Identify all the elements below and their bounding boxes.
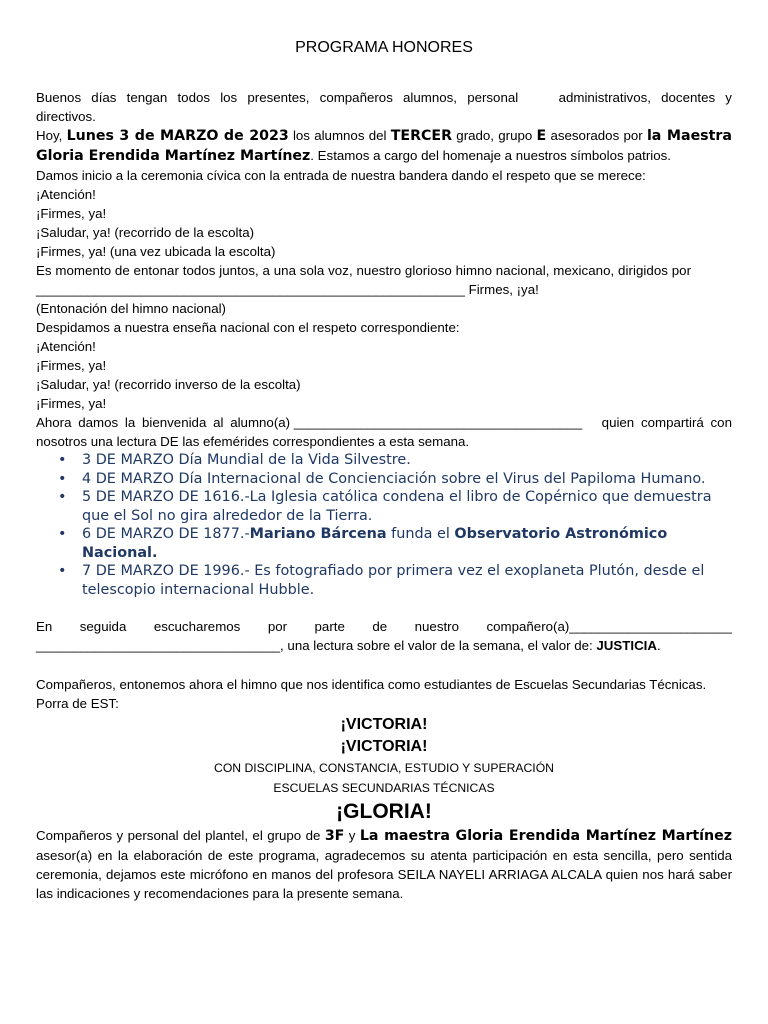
document-body [36, 88, 732, 903]
word: con [710, 415, 732, 430]
group-text: 3F [324, 828, 345, 844]
bullet: • [58, 489, 67, 505]
porra-line-4: ESCUELAS SECUNDARIAS TÉCNICAS [273, 781, 495, 795]
text: grado, grupo [452, 128, 537, 143]
farewell-line: Despidamos a nuestra enseña nacional con el respeto correspondiente: [36, 320, 460, 335]
porra-label: Porra de EST: [36, 696, 119, 711]
teacher-name: La maestra Gloria Erendida Martínez Martínez [359, 828, 732, 844]
word: alumnos, [403, 90, 457, 105]
bullet: • [58, 452, 67, 468]
value-line-2 [36, 636, 732, 655]
word: días [91, 90, 117, 105]
word: los [220, 90, 238, 105]
efemeride-text: 4 DE MARZO Día Internacional de Concienciación sobre el Virus del Papiloma Humano. [82, 470, 706, 487]
word: parte [314, 619, 345, 634]
value-line-1 [36, 617, 732, 636]
efemeride-text: 5 DE MARZO DE 1616.-La Iglesia católica condena el libro de Copérnico que demuestra que el Sol no gira alrededor de la Tierra. [82, 489, 712, 524]
word: seguida [79, 619, 127, 634]
word: quien [601, 415, 635, 430]
welcome-line-1 [36, 413, 732, 432]
text: _________________________________, una lectura sobre el valor de la semana, el valor de: [36, 638, 597, 653]
word: compañeros [319, 90, 393, 105]
word: presentes, [247, 90, 310, 105]
welcome-line-2: nosotros una lectura DE las efemérides correspondientes a esta semana. [36, 434, 470, 449]
bullet: • [58, 470, 67, 487]
word: nuestro [414, 619, 459, 634]
word: compañero(a)______________________ [486, 619, 732, 634]
command-line: ¡Atención! [36, 187, 96, 202]
porra-gloria: ¡GLORIA! [336, 800, 432, 823]
list-item [36, 488, 732, 525]
word: al [213, 415, 224, 430]
porra-victoria-1: ¡VICTORIA! [340, 716, 428, 733]
bullet: • [58, 563, 67, 579]
list-item [36, 525, 732, 562]
hymn-intro: Compañeros, entonemos ahora el himno que nos identifica como estudiantes de Escuelas Secundarias Técnicas. [36, 677, 707, 692]
command-line: ¡Firmes, ya! [36, 358, 107, 373]
command-line: ¡Saludar, ya! (recorrido de la escolta) [36, 225, 255, 240]
text: los alumnos del [288, 128, 391, 143]
porra-line-3: CON DISCIPLINA, CONSTANCIA, ESTUDIO Y SUPERACIÓN [214, 761, 554, 775]
word: todos [177, 90, 211, 105]
value-of-week: JUSTICIA [596, 638, 657, 653]
word: En [36, 619, 53, 634]
word: Buenos [36, 90, 82, 105]
list-item [36, 562, 732, 599]
grade-text: TERCER [390, 128, 453, 144]
greeting-line-2: directivos. [36, 109, 96, 124]
command-line: ¡Saludar, ya! (recorrido inverso de la escolta) [36, 377, 301, 392]
text: . [656, 638, 661, 653]
word: alumno(a) _______________________________________ [230, 415, 583, 430]
list-item [36, 451, 732, 470]
bullet: • [58, 526, 67, 542]
text: asesor(a) en la elaboración de este programa, agradecemos su atenta participación en esta sencilla, pero sentida ceremonia, dejamos este micrófono en manos del profesora SEILA NAYELI ARRIAGA ALCALA quien nos hará saber las indicaciones y recomendaciones para la presente semana. [36, 848, 732, 901]
word: por [267, 619, 288, 634]
group-text: E [536, 128, 547, 144]
spacer [36, 655, 732, 675]
institution-name: Observatorio Astronómico Nacional. [82, 526, 668, 561]
word: administrativos, [558, 90, 651, 105]
anthem-line-2: __________________________________________________________ Firmes, ¡ya! [36, 282, 539, 297]
person-name: Mariano Bárcena [249, 526, 387, 542]
porra-victoria-2: ¡VICTORIA! [340, 738, 428, 755]
text: y [344, 828, 360, 843]
spacer [589, 413, 595, 432]
document-title: PROGRAMA HONORES [295, 39, 473, 56]
efemeride-text: funda el [386, 526, 455, 542]
efemeride-text: 7 DE MARZO DE 1996.- Es fotografiado por primera vez el exoplaneta Plutón, desde el telescopio internacional Hubble. [82, 563, 705, 598]
text: Compañeros y personal del plantel, el grupo de [36, 828, 325, 843]
intro-paragraph [36, 126, 732, 166]
command-line: ¡Firmes, ya! (una vez ubicada la escolta) [36, 244, 276, 259]
word: y [725, 90, 732, 105]
date-text: Lunes 3 de MARZO de 2023 [66, 128, 289, 144]
command-line: ¡Firmes, ya! [36, 396, 107, 411]
anthem-note: (Entonación del himno nacional) [36, 301, 226, 316]
word: Ahora [36, 415, 72, 430]
command-line: ¡Atención! [36, 339, 96, 354]
word: tengan [126, 90, 168, 105]
text: asesorados por [546, 128, 647, 143]
word: compartirá [640, 415, 704, 430]
text: . Estamos a cargo del homenaje a nuestros símbolos patrios. [310, 148, 671, 163]
list-item [36, 470, 732, 489]
text: Hoy, [36, 128, 67, 143]
efemerides-list [36, 451, 732, 599]
command-line: ¡Firmes, ya! [36, 206, 107, 221]
teacher-name: la Maestra Gloria Erendida Martínez Martínez [36, 128, 732, 164]
word: damos [78, 415, 119, 430]
word: docentes [661, 90, 716, 105]
greeting-line-1 [36, 88, 732, 107]
word: bienvenida [142, 415, 207, 430]
word: personal [467, 90, 519, 105]
spacer [528, 88, 548, 107]
anthem-line-1: Es momento de entonar todos juntos, a una sola voz, nuestro glorioso himno nacional, mexicano, dirigidos por [36, 263, 692, 278]
efemeride-text: 6 DE MARZO DE 1877.- [82, 526, 250, 542]
word: de [372, 619, 388, 634]
efemeride-text: 3 DE MARZO Día Mundial de la Vida Silvestre. [82, 452, 411, 468]
closing-paragraph [36, 826, 732, 903]
word: la [124, 415, 136, 430]
spacer [36, 599, 732, 617]
ceremony-start: Damos inicio a la ceremonia cívica con la entrada de nuestra bandera dando el respeto que se merece: [36, 168, 646, 183]
word: escucharemos [153, 619, 241, 634]
